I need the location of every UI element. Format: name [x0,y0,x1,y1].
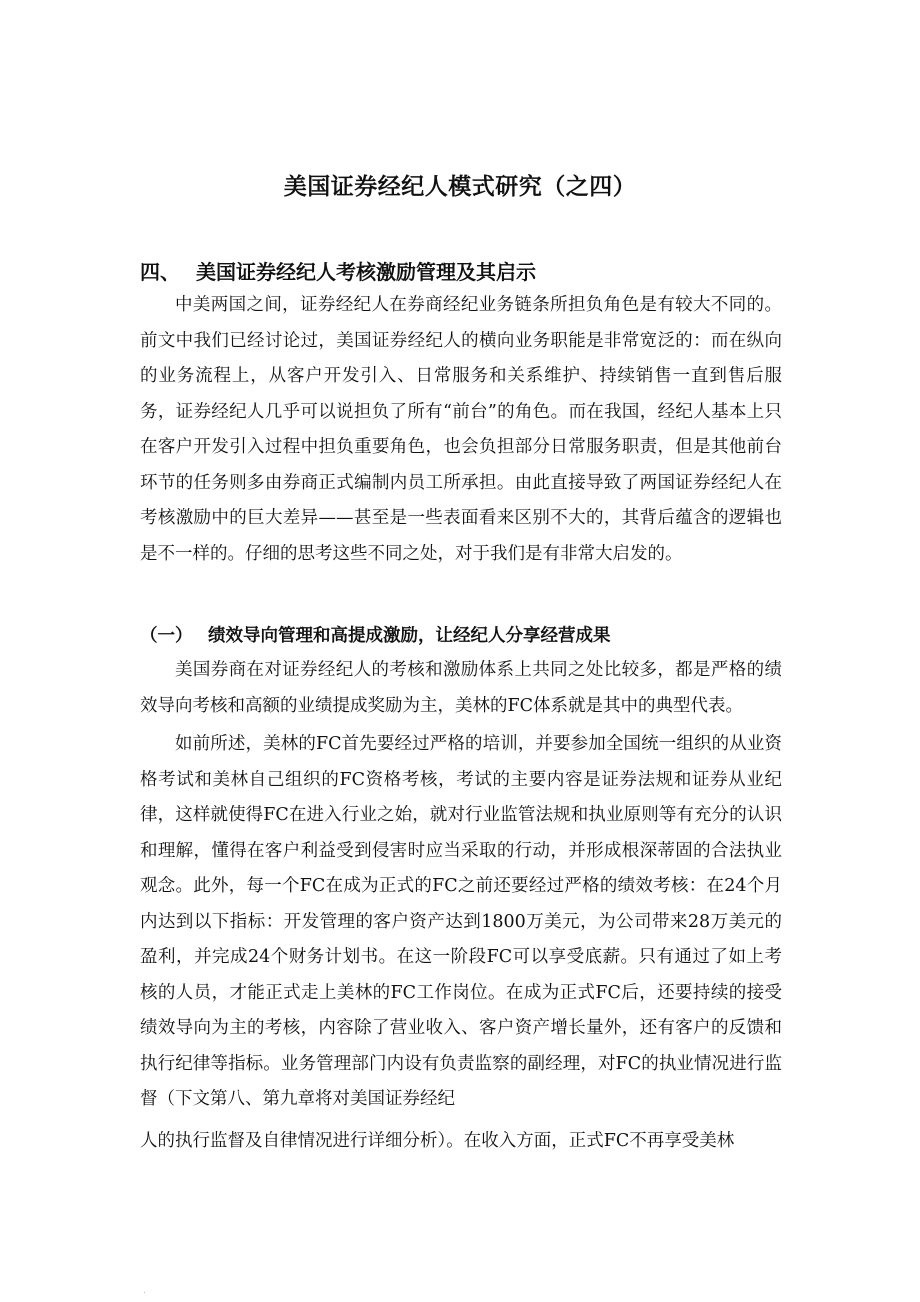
paragraph: 如前所述，美林的FC首先要经过严格的培训，并要参加全国统一组织的从业资格考试和美林自己组织的FC资格考核，考试的主要内容是证券法规和证券从业纪律，这样就使得FC在进入行业之始，就对行业监管法规和执业原则等有充分的认识和理解，懂得在客户利益受到侵害时应当采取的行动，并形成根深蒂固的合法执业观念。此外，每一个FC在成为正式的FC之前还要经过严格的绩效考核：在24个月内达到以下指标：开发管理的客户资产达到1800万美元，为公司带来28万美元的盈利，并完成24个财务计划书。在这一阶段FC可以享受底薪。只有通过了如上考核的人员，才能正式走上美林的FC工作岗位。在成为正式FC后，还要持续的接受绩效导向为主的考核，内容除了营业收入、客户资产增长量外，还有客户的反馈和执行纪律等指标。业务管理部门内设有负责监察的副经理，对FC的执业情况进行监督（下文第八、第九章将对美国证券经纪 [140,734,782,1109]
page-title: 美国证券经纪人模式研究（之四） [283,174,637,200]
paragraph-block-2 [140,653,782,724]
subsection-number: （一） [140,626,193,646]
section-number: 四、 [140,260,180,284]
paragraph: 美国券商在对证券经纪人的考核和激励体系上共同之处比较多，都是严格的绩效导向考核和高额的业绩提成奖励为主，美林的FC体系就是其中的典型代表。 [140,660,782,716]
paragraph: 中美两国之间，证券经纪人在券商经纪业务链条所担负角色是有较大不同的。前文中我们已经讨论过，美国证券经纪人的横向业务职能是非常宽泛的：而在纵向的业务流程上，从客户开发引入、日常服务和关系维护、持续销售一直到售后服务，证券经纪人几乎可以说担负了所有“前台”的角色。而在我国，经纪人基本上只在客户开发引入过程中担负重要角色，也会负担部分日常服务职责，但是其他前台环节的任务则多由券商正式编制内员工所承担。由此直接导致了两国证券经纪人在考核激励中的巨大差异——甚至是一些表面看来区别不大的，其背后蕴含的逻辑也是不一样的。仔细的思考这些不同之处，对于我们是有非常大启发的。 [140,295,782,564]
section-heading [140,256,536,285]
paragraph-block-3 [140,727,782,1159]
subsection-heading [140,622,800,647]
paragraph-block-1 [140,288,782,572]
section-title: 美国证券经纪人考核激励管理及其启示 [196,260,536,284]
footer-mark: . [143,1286,146,1296]
subsection-title: 绩效导向管理和高提成激励，让经纪人分享经营成果 [208,626,611,646]
paragraph-continuation: 人的执行监督及自律情况进行详细分析）。在收入方面，正式FC不再享受美林 [140,1130,735,1151]
